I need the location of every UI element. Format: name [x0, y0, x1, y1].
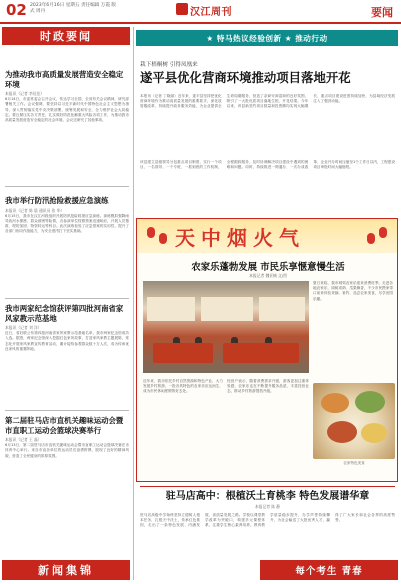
lead-story-continuation — [140, 160, 395, 210]
feature-body-right: 夏日来临，我市城郊农家乐迎来消费旺季。走进各地农家乐，绿树成荫、瓜果飘香，不少市民携家带口前来体验采摘、垂钓、品尝农家美食，尽享田园乐趣。 — [313, 281, 393, 301]
paper-logo-seal-icon — [176, 3, 188, 15]
feature-box — [136, 218, 398, 482]
feature-title: 农家乐蓬勃发展 市民乐享惬意慢生活 — [191, 262, 345, 273]
lead-continuation-text: 该县建立县级领导分包重点项目制度，实行一个项目、一名领导、一个专班、一抓到底的工作机制，全程跟踪服务，及时协调解决项目建设中遇到的困难和问题。同时，持续推进一网通办、一次办成改革，企业开办时间压缩至1个工作日以内，工程建设项目审批时间大幅缩短。 — [140, 160, 395, 170]
page-number: 02 — [6, 1, 27, 19]
canopy-shape — [201, 295, 253, 321]
feature-body-left: 近年来，我市依托乡村自然资源和特色产业，大力发展乡村旅游，一批各具特色的农家乐应运而生，成为市民休闲度假的好去处。 — [143, 379, 223, 394]
story-flood-drill[interactable] — [5, 196, 129, 234]
bottom-story-byline: 本报记者 陈 静 — [254, 504, 281, 509]
story-byline: 本报讯（记者 陈 晨 通讯员 张 华） — [5, 207, 65, 213]
column-divider — [133, 27, 134, 580]
feature-body-mid: 经营户表示，随着消费需求升级，游客更加注重体验感，农家乐也在不断提升服务品质、丰富经营业态，推动乡村旅游提档升级。 — [227, 379, 309, 394]
story-body: 6月15日，我市在汉江河段组织开展防汛抢险救援应急演练。演练模拟强降雨导致河水暴涨、群众被困等险情，各参演单位按照预案迅速响应，开展人员搜救、堤防加固、物资转运等科目。此次演练检验了应急预案的实用性，提升了各部门协同作战能力，为安全度汛打下坚实基础。 — [5, 213, 129, 234]
story-memorial[interactable] — [5, 304, 129, 352]
feature-header-art — [137, 219, 397, 253]
lead-body-text: 本报讯（记者 丁晓丽）近年来，遂平县坚持把优化营商环境作为推动高质量发展的重要抓手，深化放管服改革，持续提升政务服务效能，为企业提供全生命周期服务，营造了亲商安商富商的良好氛围，吸引了一大批优质项目落地生根、开花结果。今年以来，该县新签约项目数量和投资额均实现大幅增长，重点项目建设进度持续加快，为县域经济发展注入了强劲动能。 — [140, 94, 395, 109]
market-photo — [143, 281, 309, 373]
lead-title: 遂平县优化营商环境推动项目落地开花 — [140, 70, 351, 85]
canopy-shape — [259, 295, 305, 321]
story-body: 近日，省妇联公布第四批河南省家风家教示范基地名单，我市两家纪念馆成功入选。据悉，两家纪念馆深入挖掘红色家风故事，打造家风家教主题展陈，常态化开展家风家教宣传教育活动，累计接待参观群众数十万人次，成为传承优良家风的重要阵地。 — [5, 331, 129, 351]
lantern-icon — [147, 227, 155, 238]
story-byline: 本报讯（记者 刘 洋） — [5, 325, 42, 331]
bottom-story-title: 驻马店高中：根植沃土育桃李 特色发展谱华章 — [165, 491, 370, 502]
story-body: 6月14日，市委常委会召开会议，传达学习全国、全省有关会议精神，研究部署相关工作。会议强调，要坚持以习近平新时代中国特色社会主义思想为指导，深入贯彻落实党中央决策部署，统筹发展和安全，全力维护社会大局稳定。要压紧压实各方责任，扎实做好防范化解重大风险各项工作，为推动我市高质量发展营造安全稳定的社会环境。会议还研究了其他事项。 — [5, 97, 129, 122]
top-banner — [136, 30, 398, 46]
canopy-shape — [147, 295, 195, 321]
story-byline: 本报讯（记者 李佳佳） — [5, 91, 45, 97]
story-title: 第二届驻马店市直机关趣味运动会暨市直职工运动会篮球决赛举行 — [5, 416, 124, 435]
lantern-icon — [367, 233, 375, 244]
masthead — [0, 0, 401, 24]
goods-stall — [223, 343, 299, 363]
dish-shape — [355, 391, 385, 413]
banner-text: ★ 特马热议经验创新 ★ 推动行动 — [206, 33, 328, 43]
divider — [5, 186, 129, 187]
story-security[interactable] — [5, 70, 129, 123]
section-label: 要闻 — [371, 6, 393, 19]
feature-byline: 本报记者 魏亚楠 文/图 — [249, 273, 287, 278]
story-byline: 本报讯（记者 王 磊） — [5, 437, 42, 443]
story-title: 我市两家纪念馆获评第四批河南省家风家教示范基地 — [5, 304, 124, 323]
food-photo — [313, 383, 395, 459]
paper-name: 汉江周刊 — [190, 7, 232, 18]
story-sports[interactable] — [5, 416, 129, 459]
goods-stall — [153, 343, 213, 363]
bottom-body-text: 驻马店高级中学始终坚持立德树人根本任务，扎根天中沃土，传承红色基因，走出了一条特色发展、内涵发展、高质量发展之路。学校以课堂教学改革为突破口，构建多元课程体系，注重学生核心素养培养，教育教学质量稳步提升，办学声誉持续攀升，为社会输送了大批优秀人才，赢得了广大家长和社会各界的高度赞誉。 — [140, 513, 395, 528]
lead-story-body — [140, 94, 395, 154]
left-band-title: 时政要闻 — [2, 27, 130, 45]
lantern-icon — [379, 227, 387, 238]
dish-shape — [361, 423, 387, 443]
dish-shape — [321, 393, 349, 413]
feature-header-text: 天中烟火气 — [175, 226, 305, 250]
story-body: 6月13日，第二届驻马店市直机关趣味运动会暨市直职工运动会篮球决赛在市体育中心举行。来自市直各单位的运动员们奋勇拼搏，展现了良好的精神风貌，营造了全民健身的浓厚氛围。 — [5, 443, 129, 458]
news-digest-footer: 新闻集锦 — [2, 560, 130, 580]
bottom-story-body — [140, 513, 395, 553]
food-photo-caption: 农家特色美食 — [343, 461, 365, 465]
divider — [5, 298, 129, 299]
lantern-icon — [159, 233, 167, 244]
dish-shape — [327, 421, 357, 443]
divider — [5, 410, 129, 411]
slogan-strip: 每个考生 青春 — [260, 560, 398, 580]
lead-story-header[interactable] — [140, 60, 395, 85]
divider — [140, 486, 395, 487]
story-title: 我市举行防汛抢险救援应急演练 — [5, 196, 109, 205]
date-info: 2023年6月16日 星期五 责任编辑 万霞 版式 周丹 — [30, 3, 117, 14]
lead-kicker: 栽下梧桐树 引得凤凰来 — [140, 62, 198, 68]
story-title: 为推动我市高质量发展营造安全稳定环境 — [5, 70, 124, 89]
bottom-story-header[interactable] — [140, 490, 395, 510]
